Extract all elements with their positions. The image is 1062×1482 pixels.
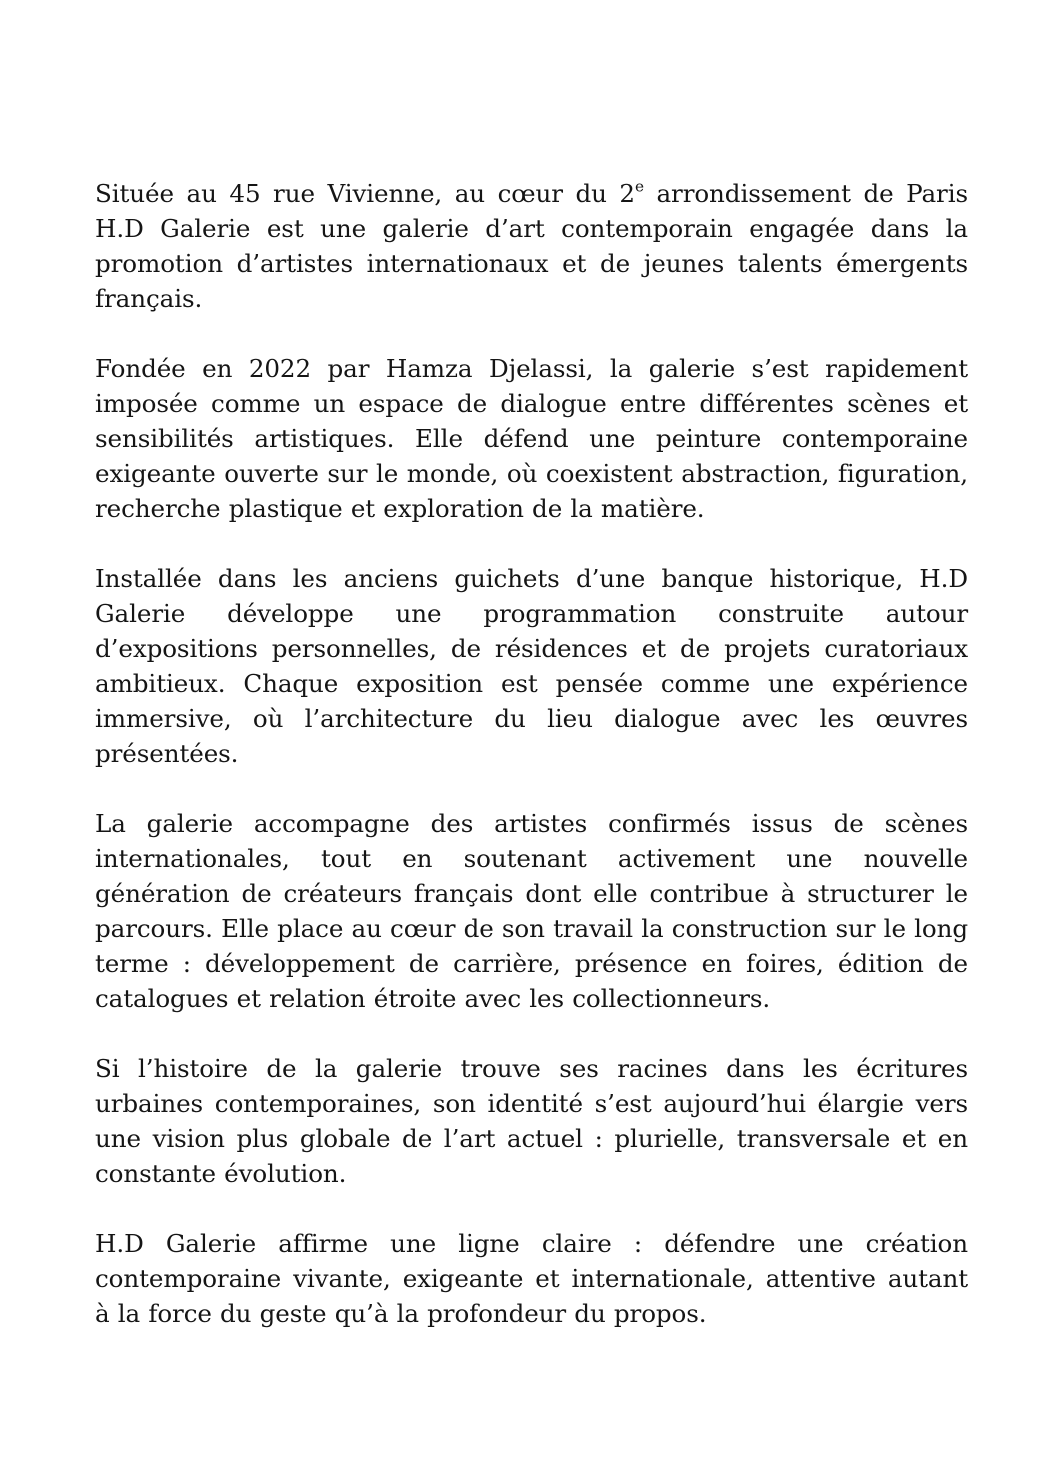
paragraph-founding: Fondée en 2022 par Hamza Djelassi, la galerie s’est rapidement imposée comme un espace de dialogue entre différentes scènes et sensibilités artistiques. Elle défend une peinture contemporaine exigeante ouverte sur le monde, où coexistent abstraction, figuration, recherche plastique et exploration de la matière. bbox=[95, 354, 968, 523]
paragraph-location bbox=[95, 176, 968, 316]
document-body bbox=[95, 176, 968, 1331]
paragraph-location-text-end: arrondissement de Paris H.D Galerie est une galerie d’art contemporain engagée dans la promotion d’artistes internationaux et de jeunes talents émergents français. bbox=[95, 179, 968, 313]
paragraph-vision: H.D Galerie affirme une ligne claire : défendre une création contemporaine vivante, exigeante et internationale, attentive autant à la force du geste qu’à la profondeur du propos. bbox=[95, 1229, 968, 1328]
paragraph-artists: La galerie accompagne des artistes confirmés issus de scènes internationales, tout en soutenant activement une nouvelle génération de créateurs français dont elle contribue à structurer le parcours. Elle place au cœur de son travail la construction sur le long terme : développement de carrière, présence en foires, édition de catalogues et relation étroite avec les collectionneurs. bbox=[95, 809, 968, 1013]
ordinal-superscript: e bbox=[634, 177, 644, 196]
paragraph-location-text-start: Située au 45 rue Vivienne, au cœur du 2 bbox=[95, 179, 635, 208]
paragraph-programming: Installée dans les anciens guichets d’une banque historique, H.D Galerie développe une programmation construite autour d’expositions personnelles, de résidences et de projets curatoriaux ambitieux. Chaque exposition est pensée comme une expérience immersive, où l’architecture du lieu dialogue avec les œuvres présentées. bbox=[95, 564, 968, 768]
paragraph-history: Si l’histoire de la galerie trouve ses racines dans les écritures urbaines contemporaines, son identité s’est aujourd’hui élargie vers une vision plus globale de l’art actuel : plurielle, transversale et en constante évolution. bbox=[95, 1054, 968, 1188]
